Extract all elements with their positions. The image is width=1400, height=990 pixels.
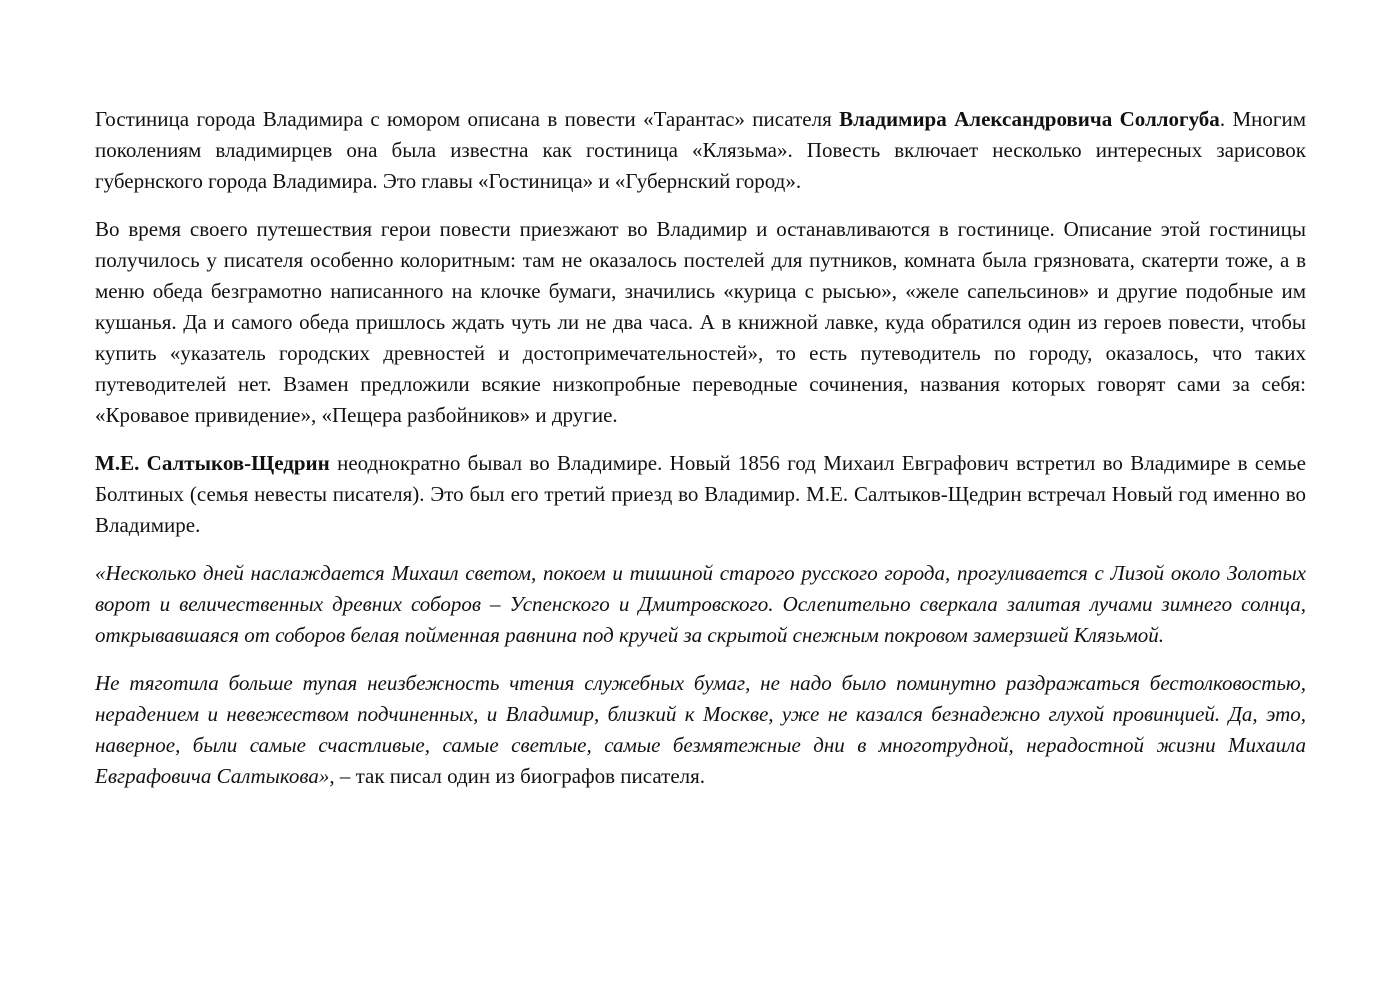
quote-paragraph-2-attribution: так писал один из биографов писателя.: [350, 764, 706, 788]
author-name-sollogub: Владимира Александровича Соллогуба: [839, 107, 1220, 131]
paragraph-1-text-a: Гостиница города Владимира с юмором описана в повести «Тарантас» писателя: [95, 107, 840, 131]
paragraph-2: [95, 214, 1306, 431]
paragraph-1: [95, 104, 1306, 197]
paragraph-1-text-b: . Многим поколениям владимирцев она была известна как гостиница «Клязьма». Повесть включает несколько интересных зарисовок губернского города Владимира. Это главы «Гостиница» и «Губернский город».: [95, 107, 1307, 193]
quote-paragraph-2-italic: Не тяготила больше тупая неизбежность чтения служебных бумаг, не надо было поминутно раздражаться бестолковостью, нерадением и невежеством подчиненных, и Владимир, близкий к Москве, уже не казался безнадежно глухой провинцией. Да, это, наверное, были самые счастливые, самые светлые, самые безмятежные дни в многотрудной, нерадостной жизни Михаила Евграфовича Салтыкова», –: [95, 671, 1306, 788]
document-body: [95, 104, 1306, 809]
paragraph-3-text: неоднократно бывал во Владимире. Новый 1856 год Михаил Евграфович встретил во Владимире в семье Болтиных (семья невесты писателя). Это был его третий приезд во Владимир. М.Е. Салтыков-Щедрин встречал Новый год именно во Владимире.: [95, 451, 1306, 537]
paragraph-3: [95, 448, 1306, 541]
quote-paragraph-2: [95, 668, 1306, 792]
quote-paragraph-1-text: «Несколько дней наслаждается Михаил светом, покоем и тишиной старого русского города, прогуливается с Лизой около Золотых ворот и величественных древних соборов – Успенского и Дмитровского. Ослепительно сверкала залитая лучами зимнего солнца, открывавшаяся от соборов белая пойменная равнина под кручей за скрытой снежным покровом замерзшей Клязьмой.: [95, 561, 1306, 647]
quote-paragraph-1: [95, 558, 1306, 651]
author-name-saltykov: М.Е. Салтыков-Щедрин: [95, 451, 330, 475]
paragraph-2-text: Во время своего путешествия герои повести приезжают во Владимир и останавливаются в гостинице. Описание этой гостиницы получилось у писателя особенно колоритным: там не оказалось постелей для путников, комната была грязновата, скатерти тоже, а в меню обеда безграмотно написанного на клочке бумаги, значились «курица с рысью», «желе сапельсинов» и другие подобные им кушанья. Да и самого обеда пришлось ждать чуть ли не два часа. А в книжной лавке, куда обратился один из героев повести, чтобы купить «указатель городских древностей и достопримечательностей», то есть путеводитель по городу, оказалось, что таких путеводителей нет. Взамен предложили всякие низкопробные переводные сочинения, названия которых говорят сами за себя: «Кровавое привидение», «Пещера разбойников» и другие.: [95, 217, 1306, 427]
